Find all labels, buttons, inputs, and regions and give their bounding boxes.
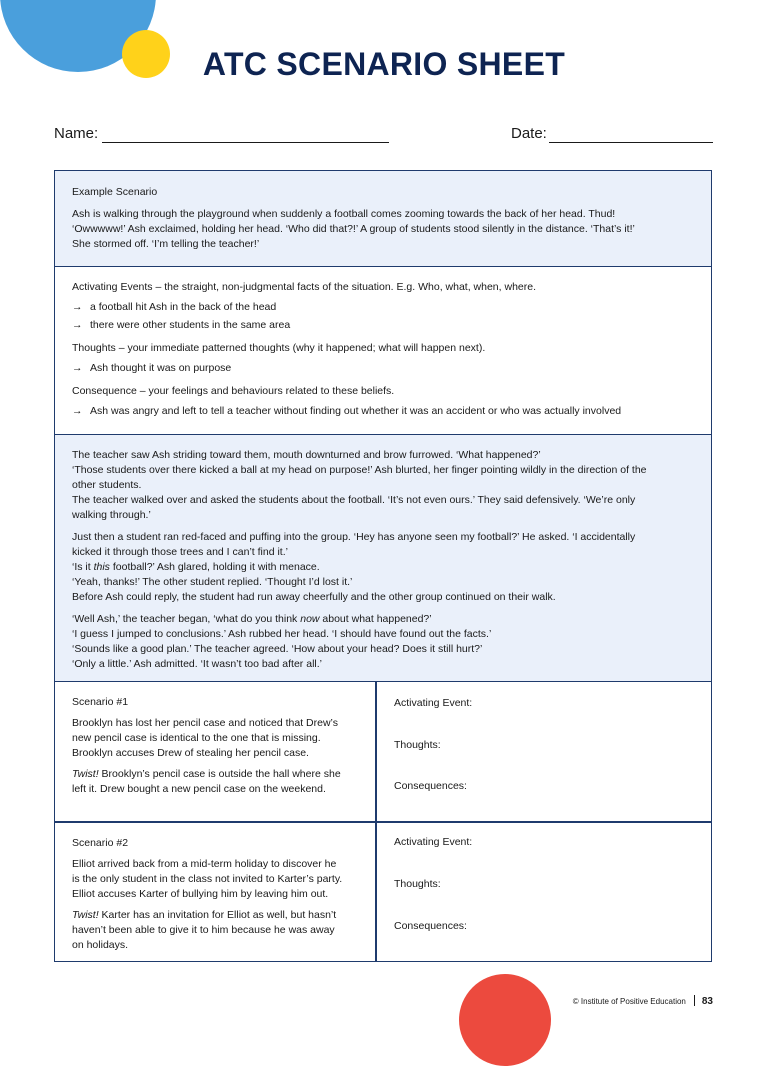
story-line: The teacher walked over and asked the students about the football. ‘It’s not even ours.’ They said defensively. ‘We’re only	[72, 494, 636, 506]
scenario-1-activating-label: Activating Event:	[394, 697, 473, 709]
arrow-right-icon: →	[72, 301, 83, 313]
scenario-twist: Twist! Karter has an invitation for Elliot as well, but hasn’t	[72, 909, 337, 921]
story-line: walking through.’	[72, 509, 151, 521]
name-date-row	[54, 125, 714, 145]
scenario-2-heading: Scenario #2	[72, 837, 129, 849]
scenario-line: new pencil case is identical to the one that is missing.	[72, 732, 321, 744]
page-number: 83	[701, 996, 713, 1007]
arrow-right-icon: →	[72, 319, 83, 331]
story-line: ‘I guess I jumped to conclusions.’ Ash rubbed her head. ‘I should have found out the facts.’	[72, 628, 492, 640]
grid-divider-horizontal	[54, 821, 712, 823]
activating-events-heading: Activating Events – the straight, non-judgmental facts of the situation. E.g. Who, what, when, where.	[72, 281, 536, 293]
consequence-heading: Consequence – your feelings and behaviours related to these beliefs.	[72, 385, 395, 397]
scenario-line: Elliot arrived back from a mid-term holiday to discover he	[72, 858, 337, 870]
example-scenario-text	[72, 185, 702, 252]
story-line: kicked it through those trees and I can’t find it.’	[72, 546, 288, 558]
red-circle-decoration	[459, 974, 551, 1066]
story-line: The teacher saw Ash striding toward them, mouth downturned and brow furrowed. ‘What happened?’	[72, 449, 541, 461]
footer-separator	[694, 995, 695, 1006]
thoughts-heading: Thoughts – your immediate patterned thoughts (why it happened; what will happen next).	[72, 342, 486, 354]
consequence-item: → Ash was angry and left to tell a teacher without finding out whether it was an accident or who was actually involved	[72, 405, 622, 417]
page-footer	[480, 995, 713, 1007]
activating-item: → there were other students in the same area	[72, 319, 291, 331]
scenario-twist-line: left it. Drew bought a new pencil case on the weekend.	[72, 783, 326, 795]
scenario-line: Brooklyn accuses Drew of stealing her pencil case.	[72, 747, 309, 759]
atc-definitions-text	[72, 280, 707, 419]
scenario-2-text	[72, 836, 367, 953]
story-line: ‘Those students over there kicked a ball at my head on purpose!’ Ash blurted, her finger pointing wildly in the direction of the	[72, 464, 647, 476]
story-line: ‘Is it this football?’ Ash glared, holding it with menace.	[72, 561, 320, 573]
story-line: Just then a student ran red-faced and puffing into the group. ‘Hey has anyone seen my football?’ He asked. ‘I accidentally	[72, 531, 636, 543]
story-line: other students.	[72, 479, 142, 491]
scenario-twist: Twist! Brooklyn’s pencil case is outside the hall where she	[72, 768, 341, 780]
scenario-2-consequences-label: Consequences:	[394, 920, 467, 932]
story-line: ‘Well Ash,’ the teacher began, ‘what do you think now about what happened?’	[72, 613, 432, 625]
example-line: Ash is walking through the playground when suddenly a football comes zooming towards the back of her head. Thud!	[72, 208, 616, 220]
scenario-twist-line: haven’t been able to give it to him because he was away	[72, 924, 335, 936]
story-line: Before Ash could reply, the student had run away cheerfully and the other group continued on their walk.	[72, 591, 556, 603]
thoughts-item: → Ash thought it was on purpose	[72, 362, 232, 374]
example-line: ‘Owwwww!’ Ash exclaimed, holding her head. ‘Who did that?!’ A group of students stood silently in the distance. ‘That’s it!’	[72, 223, 635, 235]
scenario-2-thoughts-label: Thoughts:	[394, 878, 441, 890]
scenario-2-activating-label: Activating Event:	[394, 836, 473, 848]
example-line: She stormed off. ‘I’m telling the teacher!’	[72, 238, 260, 250]
name-input-line[interactable]	[102, 142, 389, 143]
page-title: ATC SCENARIO SHEET	[202, 46, 566, 82]
example-heading: Example Scenario	[72, 186, 158, 198]
date-input-line[interactable]	[549, 142, 713, 143]
scenario-twist-line: on holidays.	[72, 939, 129, 951]
story-line: ‘Sounds like a good plan.’ The teacher agreed. ‘How about your head? Does it still hurt?’	[72, 643, 483, 655]
story-text	[72, 448, 707, 672]
scenario-1-thoughts-label: Thoughts:	[394, 739, 441, 751]
scenario-1-text	[72, 695, 367, 797]
story-line: ‘Yeah, thanks!’ The other student replied. ‘Thought I’d lost it.’	[72, 576, 353, 588]
scenario-line: is the only student in the class not invited to Karter’s party.	[72, 873, 343, 885]
activating-item: → a football hit Ash in the back of the head	[72, 301, 277, 313]
scenario-1-consequences-label: Consequences:	[394, 780, 467, 792]
arrow-right-icon: →	[72, 405, 83, 417]
story-line: ‘Only a little.’ Ash admitted. ‘It wasn’t too bad after all.’	[72, 658, 322, 670]
name-label: Name:	[54, 125, 99, 142]
scenario-1-heading: Scenario #1	[72, 696, 129, 708]
scenario-line: Elliot accuses Karter of bullying him by leaving him out.	[72, 888, 329, 900]
date-label: Date:	[511, 125, 547, 142]
copyright-text: © Institute of Positive Education	[572, 997, 686, 1006]
arrow-right-icon: →	[72, 362, 83, 374]
scenario-line: Brooklyn has lost her pencil case and noticed that Drew’s	[72, 717, 338, 729]
